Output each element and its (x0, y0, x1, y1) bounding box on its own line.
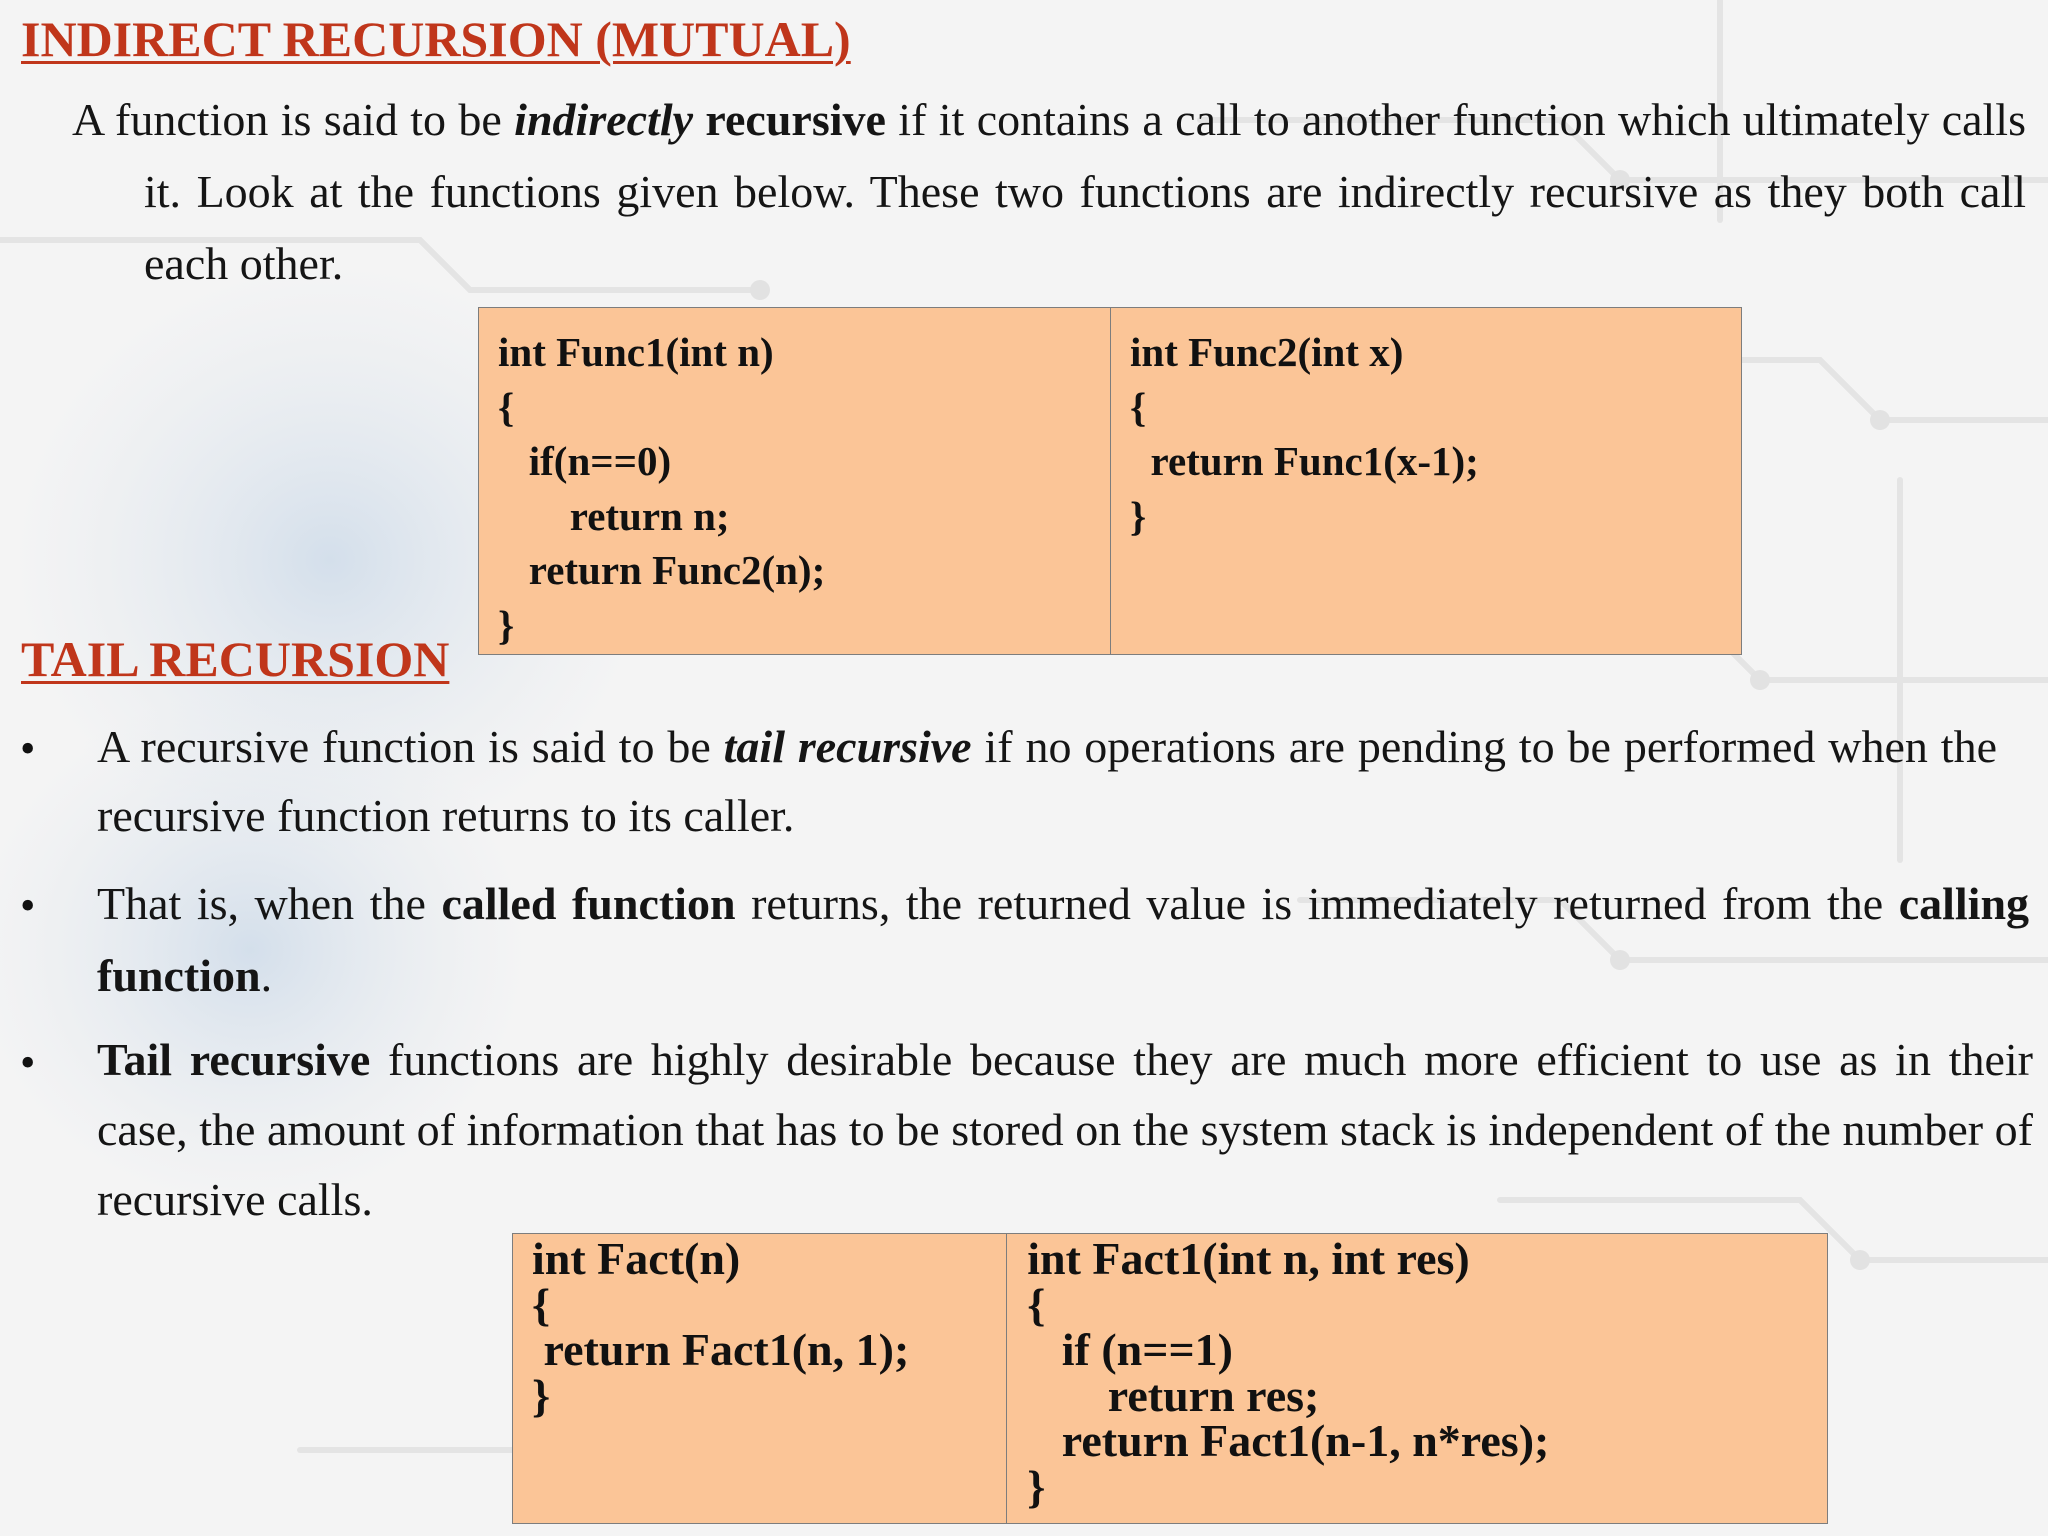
code-line: } (498, 601, 515, 648)
code-line: return Fact1(n-1, n*res); (1027, 1415, 1550, 1466)
code-line: } (532, 1369, 551, 1421)
code-fact (513, 1234, 1006, 1523)
term-tail-recursive-bold: Tail recursive (97, 1034, 371, 1085)
bullet: • (20, 1038, 36, 1087)
code-line: { (1130, 383, 1147, 430)
bullet: • (20, 724, 36, 773)
code-line: return Func2(n); (498, 547, 826, 593)
code-line: int Func2(int x) (1130, 329, 1404, 375)
section-heading-tail-recursion: TAIL RECURSION (21, 631, 450, 687)
indirect-recursion-paragraph: A function is said to be indirectly recursive if it contains a call to another function which ultimately calls it. Look at the functions given below. These two functions are indirectly recursive as they both call each other. (144, 84, 2026, 300)
code-line: } (1130, 492, 1147, 539)
term-indirectly: indirectly (514, 94, 694, 145)
code-line: { (1027, 1278, 1046, 1330)
code-line: { (532, 1278, 551, 1330)
tail-recursion-bullet-2: That is, when the called function returns, the returned value is immediately returned from the calling function. (97, 878, 2030, 1001)
bullet: • (20, 881, 36, 930)
code-box-tail-recursion (512, 1233, 1828, 1524)
code-fact1 (1006, 1234, 1827, 1523)
code-line: int Fact1(int n, int res) (1027, 1233, 1470, 1284)
tail-recursion-bullet-3: Tail recursive functions are highly desirable because they are much more efficient to use as in their case, the amount of information that has to be stored on the system stack is independent of the number of recursive calls. (97, 1034, 2033, 1225)
code-line: if(n==0) (498, 438, 672, 484)
term-calling-function: calling function (97, 878, 2030, 1001)
tail-recursion-bullet-1: A recursive function is said to be tail recursive if no operations are pending to be performed when the recursive function returns to its caller. (97, 721, 1997, 841)
code-func2 (1110, 308, 1741, 654)
term-recursive: recursive (705, 94, 886, 145)
code-line: int Func1(int n) (498, 329, 774, 375)
code-line: return Func1(x-1); (1130, 438, 1479, 484)
code-func1 (479, 308, 1110, 654)
code-line: return n; (498, 492, 730, 539)
term-called-function: called function (441, 878, 736, 929)
section-heading-indirect-recursion: INDIRECT RECURSION (MUTUAL) (21, 11, 851, 67)
code-line: return Fact1(n, 1); (532, 1324, 910, 1375)
code-line: return res; (1027, 1369, 1320, 1421)
code-line: int Fact(n) (532, 1233, 741, 1284)
code-line: { (498, 383, 515, 430)
bullet (22, 84, 72, 156)
code-box-mutual-recursion (478, 307, 1742, 655)
code-line: } (1027, 1460, 1046, 1512)
term-tail-recursive: tail recursive (723, 721, 972, 772)
code-line: if (n==1) (1027, 1324, 1233, 1375)
